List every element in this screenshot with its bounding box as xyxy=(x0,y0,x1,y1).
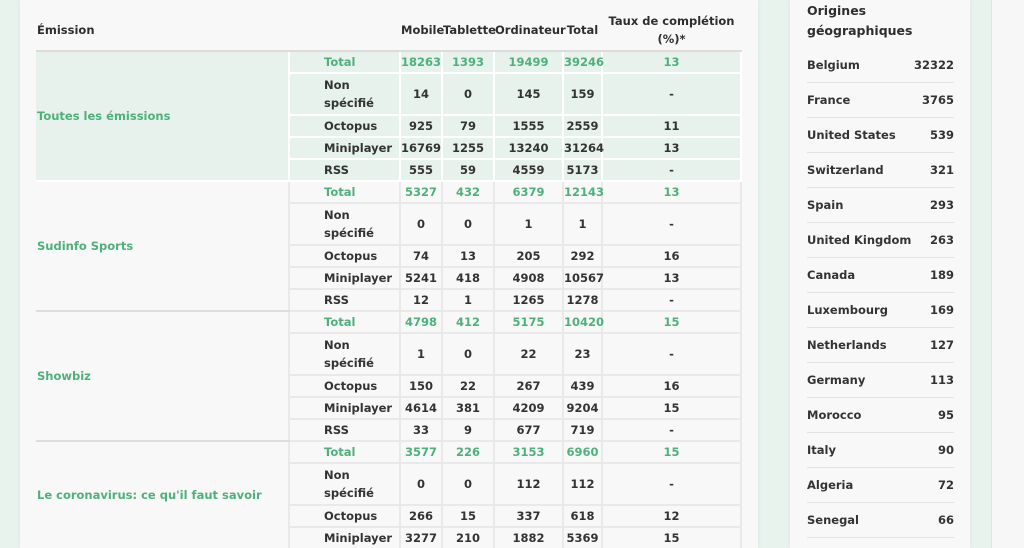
emission-group xyxy=(36,311,741,441)
cell-mobile: 5327 xyxy=(400,181,442,203)
cell-total: 5173 xyxy=(563,159,602,181)
country-name: Morocco xyxy=(807,408,862,422)
cell-ordinateur: 4908 xyxy=(494,267,563,289)
cell-taux: 12 xyxy=(602,505,741,527)
cell-total: 6960 xyxy=(563,441,602,463)
country-name: Italy xyxy=(807,443,836,457)
cell-total: 1 xyxy=(563,203,602,245)
cell-total: 5369 xyxy=(563,527,602,548)
cell-total: 31264 xyxy=(563,137,602,159)
source-label: Octopus xyxy=(289,375,400,397)
header-source xyxy=(289,10,400,51)
country-name: Spain xyxy=(807,198,844,212)
cell-taux: - xyxy=(602,333,741,375)
source-label: Miniplayer xyxy=(289,137,400,159)
geo-origins-title: Origines géographiques xyxy=(807,3,913,38)
cell-taux: 15 xyxy=(602,441,741,463)
cell-ordinateur: 267 xyxy=(494,375,563,397)
cell-ordinateur: 6379 xyxy=(494,181,563,203)
cell-tablette: 9 xyxy=(442,419,494,441)
emission-name: Showbiz xyxy=(36,311,289,441)
cell-ordinateur: 4209 xyxy=(494,397,563,419)
emission-stats-table xyxy=(36,10,742,548)
country-count: 263 xyxy=(929,233,954,247)
cell-tablette: 79 xyxy=(442,115,494,137)
source-label: RSS xyxy=(289,159,400,181)
cell-tablette: 210 xyxy=(442,527,494,548)
cell-ordinateur: 1555 xyxy=(494,115,563,137)
cell-ordinateur: 145 xyxy=(494,73,563,115)
cell-taux: 11 xyxy=(602,115,741,137)
table-row xyxy=(36,181,741,203)
emission-name: Sudinfo Sports xyxy=(36,181,289,311)
cell-tablette: 381 xyxy=(442,397,494,419)
source-label: Non spécifié xyxy=(289,203,400,245)
table-row xyxy=(36,51,741,73)
cell-tablette: 412 xyxy=(442,311,494,333)
source-label: Non spécifié xyxy=(289,333,400,375)
cell-tablette: 1255 xyxy=(442,137,494,159)
cell-total: 618 xyxy=(563,505,602,527)
country-name: Luxembourg xyxy=(807,303,888,317)
country-count: 189 xyxy=(929,268,954,282)
cell-taux: 15 xyxy=(602,311,741,333)
header-ordinateur[interactable]: Ordinateur xyxy=(494,10,563,51)
source-label: Miniplayer xyxy=(289,527,400,548)
country-count: 293 xyxy=(929,198,954,212)
emission-name: Le coronavirus: ce qu'il faut savoir xyxy=(36,441,289,548)
cell-total: 23 xyxy=(563,333,602,375)
country-name: France xyxy=(807,93,851,107)
cell-taux: 15 xyxy=(602,397,741,419)
header-total[interactable]: Total xyxy=(563,10,602,51)
cell-total: 719 xyxy=(563,419,602,441)
cell-mobile: 5241 xyxy=(400,267,442,289)
cell-mobile: 0 xyxy=(400,203,442,245)
source-label: Non spécifié xyxy=(289,463,400,505)
cell-tablette: 22 xyxy=(442,375,494,397)
cell-total: 159 xyxy=(563,73,602,115)
source-label: Octopus xyxy=(289,505,400,527)
geo-list-item xyxy=(807,258,954,293)
cell-mobile: 3577 xyxy=(400,441,442,463)
country-count: 90 xyxy=(937,443,954,457)
geo-list-item xyxy=(807,503,954,538)
source-label: Total xyxy=(289,441,400,463)
cell-total: 10567 xyxy=(563,267,602,289)
geo-origins-list xyxy=(807,48,954,538)
source-label: Total xyxy=(289,51,400,73)
cell-ordinateur: 1 xyxy=(494,203,563,245)
table-row xyxy=(36,311,741,333)
country-name: Belgium xyxy=(807,58,860,72)
cell-total: 10420 xyxy=(563,311,602,333)
geo-list-item xyxy=(807,118,954,153)
cell-ordinateur: 13240 xyxy=(494,137,563,159)
country-name: Canada xyxy=(807,268,856,282)
cell-tablette: 432 xyxy=(442,181,494,203)
cell-ordinateur: 4559 xyxy=(494,159,563,181)
cell-ordinateur: 205 xyxy=(494,245,563,267)
cell-taux: 13 xyxy=(602,267,741,289)
cell-mobile: 74 xyxy=(400,245,442,267)
country-name: United Kingdom xyxy=(807,233,912,247)
cell-tablette: 13 xyxy=(442,245,494,267)
cell-taux: - xyxy=(602,463,741,505)
cell-tablette: 0 xyxy=(442,203,494,245)
country-name: Algeria xyxy=(807,478,854,492)
table-row xyxy=(36,441,741,463)
cell-ordinateur: 1265 xyxy=(494,289,563,311)
source-label: Total xyxy=(289,311,400,333)
cell-mobile: 12 xyxy=(400,289,442,311)
cell-taux: - xyxy=(602,289,741,311)
country-count: 169 xyxy=(929,303,954,317)
country-count: 72 xyxy=(937,478,954,492)
geo-list-item xyxy=(807,433,954,468)
country-count: 113 xyxy=(929,373,954,387)
country-count: 127 xyxy=(929,338,954,352)
geo-list-item xyxy=(807,363,954,398)
cell-total: 39246 xyxy=(563,51,602,73)
source-label: Non spécifié xyxy=(289,73,400,115)
source-label: RSS xyxy=(289,289,400,311)
cell-mobile: 33 xyxy=(400,419,442,441)
cell-total: 292 xyxy=(563,245,602,267)
geo-list-item xyxy=(807,223,954,258)
cell-total: 12143 xyxy=(563,181,602,203)
cell-mobile: 4798 xyxy=(400,311,442,333)
cell-mobile: 150 xyxy=(400,375,442,397)
geo-list-item xyxy=(807,48,954,83)
header-tablette[interactable]: Tablette xyxy=(442,10,494,51)
emission-name: Toutes les émissions xyxy=(36,51,289,181)
cell-tablette: 418 xyxy=(442,267,494,289)
cell-mobile: 1 xyxy=(400,333,442,375)
page-margin xyxy=(992,0,1024,548)
cell-taux: 16 xyxy=(602,375,741,397)
cell-mobile: 925 xyxy=(400,115,442,137)
geo-list-item xyxy=(807,83,954,118)
geo-list-item xyxy=(807,468,954,503)
cell-ordinateur: 3153 xyxy=(494,441,563,463)
cell-taux: 13 xyxy=(602,181,741,203)
header-taux-completion[interactable]: Taux de complétion (%)* xyxy=(602,10,741,51)
country-count: 321 xyxy=(929,163,954,177)
cell-mobile: 14 xyxy=(400,73,442,115)
cell-taux: 13 xyxy=(602,51,741,73)
cell-mobile: 0 xyxy=(400,463,442,505)
cell-tablette: 0 xyxy=(442,333,494,375)
cell-mobile: 4614 xyxy=(400,397,442,419)
cell-taux: 15 xyxy=(602,527,741,548)
header-emission[interactable]: Émission xyxy=(36,10,289,51)
cell-taux: - xyxy=(602,419,741,441)
cell-taux: 16 xyxy=(602,245,741,267)
country-count: 3765 xyxy=(921,93,954,107)
cell-ordinateur: 5175 xyxy=(494,311,563,333)
country-name: Netherlands xyxy=(807,338,887,352)
source-label: Miniplayer xyxy=(289,397,400,419)
cell-tablette: 1 xyxy=(442,289,494,311)
source-label: RSS xyxy=(289,419,400,441)
cell-total: 439 xyxy=(563,375,602,397)
cell-mobile: 16769 xyxy=(400,137,442,159)
cell-tablette: 226 xyxy=(442,441,494,463)
cell-mobile: 266 xyxy=(400,505,442,527)
cell-mobile: 18263 xyxy=(400,51,442,73)
table-header-row xyxy=(36,10,741,51)
country-name: Germany xyxy=(807,373,866,387)
emission-group xyxy=(36,441,741,548)
header-mobile[interactable]: Mobile xyxy=(400,10,442,51)
cell-total: 2559 xyxy=(563,115,602,137)
cell-taux: - xyxy=(602,159,741,181)
cell-ordinateur: 337 xyxy=(494,505,563,527)
geo-list-item xyxy=(807,293,954,328)
emission-group xyxy=(36,181,741,311)
cell-total: 1278 xyxy=(563,289,602,311)
country-count: 539 xyxy=(929,128,954,142)
country-count: 32322 xyxy=(913,58,954,72)
cell-tablette: 1393 xyxy=(442,51,494,73)
cell-tablette: 0 xyxy=(442,463,494,505)
cell-total: 9204 xyxy=(563,397,602,419)
country-name: United States xyxy=(807,128,896,142)
cell-taux: - xyxy=(602,203,741,245)
cell-taux: - xyxy=(602,73,741,115)
geo-list-item xyxy=(807,188,954,223)
country-count: 66 xyxy=(937,513,954,527)
country-count: 95 xyxy=(937,408,954,422)
cell-ordinateur: 112 xyxy=(494,463,563,505)
emission-group xyxy=(36,51,741,181)
cell-tablette: 59 xyxy=(442,159,494,181)
cell-taux: 13 xyxy=(602,137,741,159)
source-label: Miniplayer xyxy=(289,267,400,289)
geo-list-item xyxy=(807,328,954,363)
cell-ordinateur: 677 xyxy=(494,419,563,441)
cell-ordinateur: 19499 xyxy=(494,51,563,73)
geo-list-item xyxy=(807,398,954,433)
cell-mobile: 555 xyxy=(400,159,442,181)
cell-mobile: 3277 xyxy=(400,527,442,548)
country-name: Senegal xyxy=(807,513,860,527)
geo-list-item xyxy=(807,153,954,188)
source-label: Octopus xyxy=(289,115,400,137)
cell-tablette: 0 xyxy=(442,73,494,115)
cell-tablette: 15 xyxy=(442,505,494,527)
cell-ordinateur: 1882 xyxy=(494,527,563,548)
source-label: Octopus xyxy=(289,245,400,267)
cell-ordinateur: 22 xyxy=(494,333,563,375)
source-label: Total xyxy=(289,181,400,203)
country-name: Switzerland xyxy=(807,163,884,177)
cell-total: 112 xyxy=(563,463,602,505)
